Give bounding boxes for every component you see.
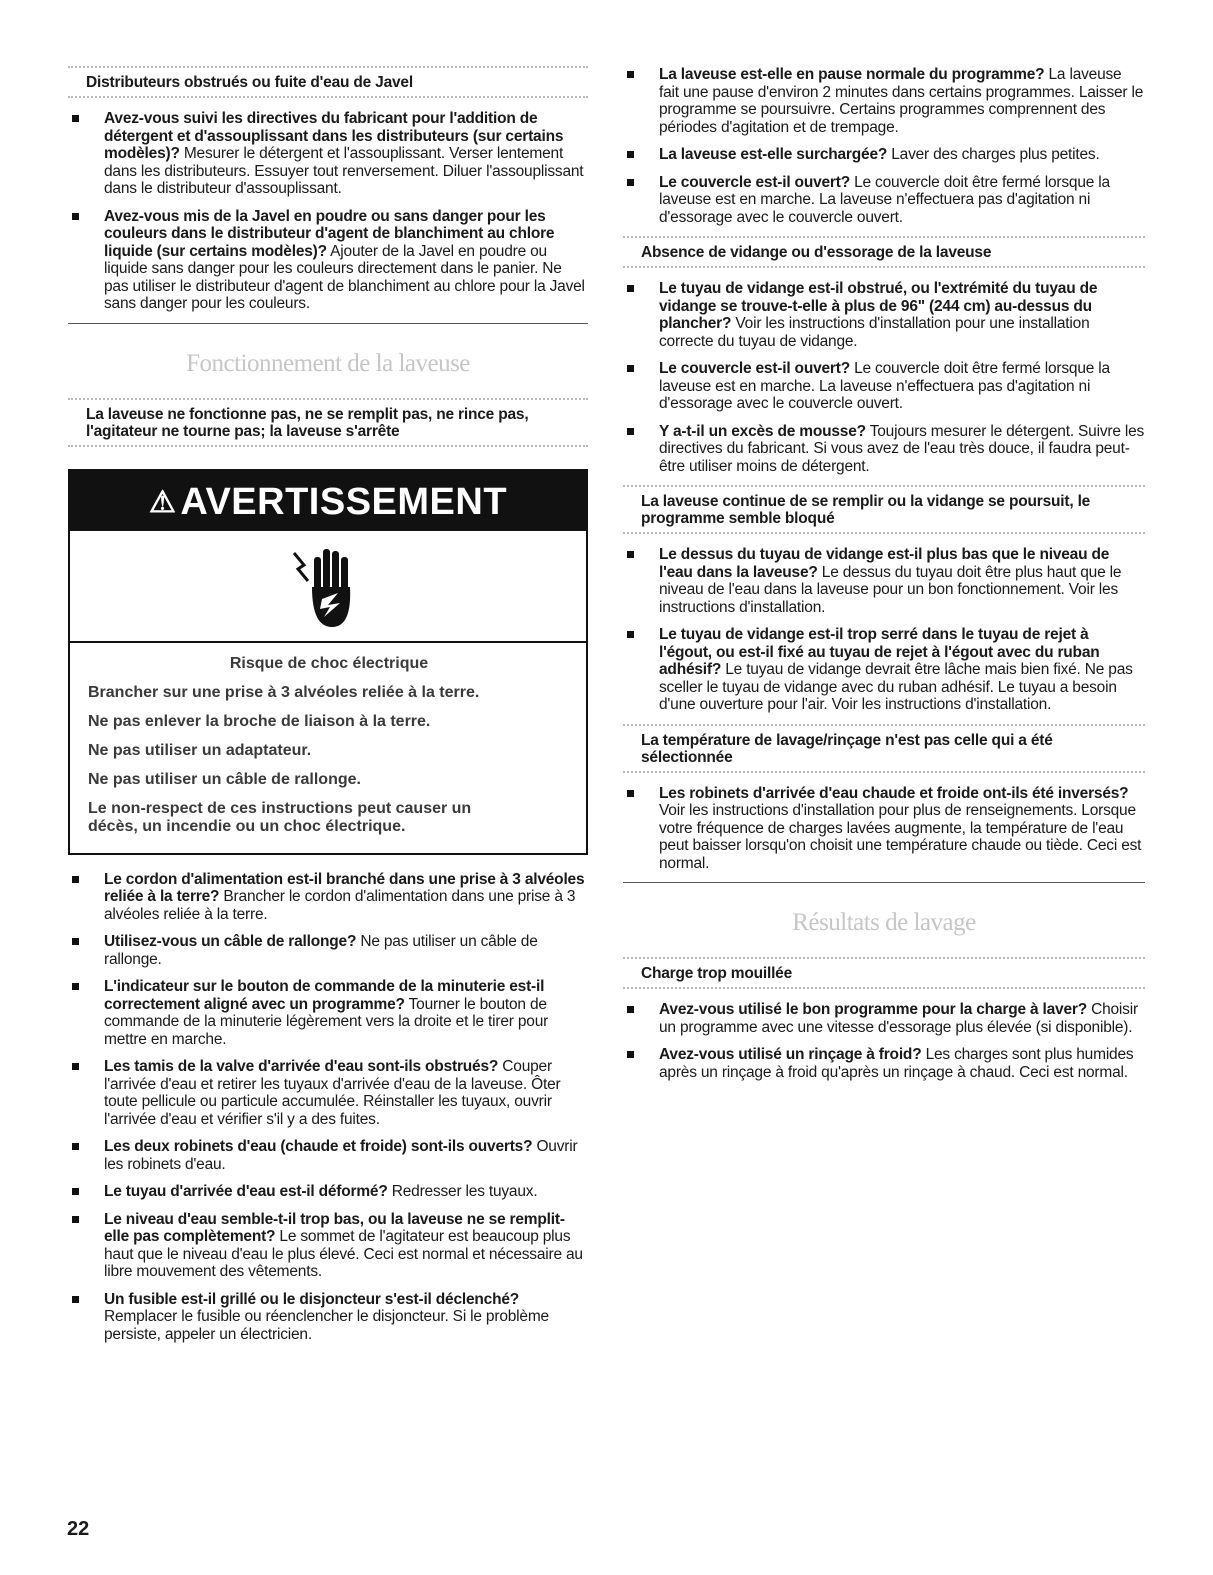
list-item: Le niveau d'eau semble-t-il trop bas, ou la laveuse ne se remplit-elle pas complètement? Le sommet de l'agitateur est beaucoup plus haut que le niveau d'eau le plus élevé. Ceci est normal et nécessaire au libre mouvement des vêtements. (68, 1211, 588, 1281)
list-item: Le tuyau de vidange est-il obstrué, ou l'extrémité du tuyau de vidange se trouve-t-elle à plus de 96" (244 cm) au-dessus du plancher? Voir les instructions d'installation pour une installation correcte du tuyau de vidange. (623, 280, 1145, 350)
list-item: Le cordon d'alimentation est-il branché dans une prise à 3 alvéoles reliée à la terre? Brancher le cordon d'alimentation dans une prise à 3 alvéoles reliée à la terre. (68, 871, 588, 924)
subhead-dispensers: Distributeurs obstrués ou fuite d'eau de Javel (68, 66, 588, 98)
list-item: Les robinets d'arrivée d'eau chaude et froide ont-ils été inversés? Voir les instructions d'installation pour plus de renseignements. Lorsque votre fréquence de charges lavées augmente, la température de l'eau peut baisser lorsqu'on choisit une température chaude ou tiède. Ceci est normal. (623, 785, 1145, 873)
list-stuck (623, 546, 1145, 714)
list-item: Le tuyau d'arrivée d'eau est-il déformé? Redresser les tuyaux. (68, 1183, 588, 1201)
electric-shock-hand-icon (292, 543, 362, 631)
warning-line: Ne pas enlever la broche de liaison à la terre. (88, 712, 431, 730)
warning-line: Risque de choc électrique (229, 654, 429, 672)
left-column (68, 66, 588, 1353)
list-item: Utilisez-vous un câble de rallonge? Ne pas utiliser un câble de rallonge. (68, 933, 588, 968)
warning-header (70, 471, 586, 531)
warning-line: Le non-respect de ces instructions peut causer un décès, un incendie ou un choc électrique. (88, 799, 472, 835)
list-item: Un fusible est-il grillé ou le disjoncteur s'est-il déclenché? Remplacer le fusible ou réenclencher le disjoncteur. Si le problème persiste, appeler un électricien. (68, 1291, 588, 1344)
list-item: La laveuse est-elle en pause normale du programme? La laveuse fait une pause d'environ 2 minutes dans certains programmes. Laisser le programme se poursuivre. Certains programmes comprennent des périodes d'agitation et de trempage. (623, 66, 1145, 136)
answer: Mesurer le détergent et l'assouplissant. Verser lentement dans les distributeurs. Essuyer tout renversement. Diluer l'assouplissant dans le distributeur d'assouplissant. (104, 145, 584, 197)
warning-triangle-icon: ⚠ (148, 485, 177, 519)
list-results (623, 1001, 1145, 1081)
warning-box (68, 469, 588, 855)
divider (68, 323, 588, 324)
list-item: Le dessus du tuyau de vidange est-il plus bas que le niveau de l'eau dans la laveuse? Le dessus du tuyau doit être plus haut que le niveau de l'eau dans la laveuse pour un bon fonctionnement. Voir les instructions d'installation. (623, 546, 1145, 616)
warning-line: Ne pas utiliser un adaptateur. (88, 741, 312, 759)
list-pause (623, 66, 1145, 226)
list-item: Les tamis de la valve d'arrivée d'eau sont-ils obstrués? Couper l'arrivée d'eau et retirer les tuyaux d'arrivée d'eau de la laveuse. Ôter toute pellicule ou particule accumulée. Réinstaller les tuyaux, ouvrir l'arrivée d'eau et vérifier s'il y a des fuites. (68, 1058, 588, 1128)
subhead-stuck: La laveuse continue de se remplir ou la vidange se poursuit, le programme semble bloqué (623, 485, 1145, 534)
list-item: Avez-vous utilisé le bon programme pour la charge à laver? Choisir un programme avec une vitesse d'essorage plus élevée (si disponible). (623, 1001, 1145, 1036)
subhead-drain: Absence de vidange ou d'essorage de la laveuse (623, 236, 1145, 268)
list-item: Les deux robinets d'eau (chaude et froide) sont-ils ouverts? Ouvrir les robinets d'eau. (68, 1138, 588, 1173)
divider (623, 882, 1145, 883)
warning-line: Ne pas utiliser un câble de rallonge. (88, 770, 361, 788)
subhead-operation: La laveuse ne fonctionne pas, ne se remplit pas, ne rince pas, l'agitateur ne tourne pas; la laveuse s'arrête (68, 398, 588, 447)
subhead-temperature: La température de lavage/rinçage n'est pas celle qui a été sélectionnée (623, 724, 1145, 773)
subhead-results: Charge trop mouillée (623, 957, 1145, 989)
page-number: 22 (67, 1518, 90, 1540)
list-dispensers (68, 110, 588, 313)
question: Avez-vous mis de la Javel en poudre ou sans danger pour les couleurs dans le distributeur d'agent de blanchiment au chlore liquide (sur certains modèles)? (104, 207, 555, 260)
list-drain (623, 280, 1145, 475)
list-item: L'indicateur sur le bouton de commande de la minuterie est-il correctement aligné avec un programme? Tourner le bouton de commande de la minuterie légèrement vers la droite et le tirer pour mettre en marche. (68, 978, 588, 1048)
warning-title: AVERTISSEMENT (180, 480, 508, 523)
list-item: Le tuyau de vidange est-il trop serré dans le tuyau de rejet à l'égout, ou est-il fixé au tuyau de rejet à l'égout avec du ruban adhésif? Le tuyau de vidange devrait être lâche mais bien fixé. Ne pas sceller le tuyau de vidange avec du ruban adhésif. Le tuyau a besoin d'une ouverture pour l'air. Voir les instructions d'installation. (623, 626, 1145, 714)
answer: Ajouter de la Javel en poudre ou liquide sans danger pour les couleurs directement dans le panier. Ne pas utiliser le distributeur d'agent de blanchiment au chlore pour la Javel sans danger pour les couleurs. (104, 242, 585, 312)
warning-line: Brancher sur une prise à 3 alvéoles reliée à la terre. (88, 683, 480, 701)
list-item: Y a-t-il un excès de mousse? Toujours mesurer le détergent. Suivre les directives du fabricant. Si vous avez de l'eau très douce, il faudra peut-être utiliser moins de détergent. (623, 423, 1145, 476)
list-item: Le couvercle est-il ouvert? Le couvercle doit être fermé lorsque la laveuse est en marche. La laveuse n'effectuera pas d'agitation ni d'essorage avec le couvercle ouvert. (623, 174, 1145, 227)
list-item: Avez-vous utilisé un rinçage à froid? Les charges sont plus humides après un rinçage à froid qu'après un rinçage à chaud. Ceci est normal. (623, 1046, 1145, 1081)
question: Avez-vous suivi les directives du fabricant pour l'addition de détergent et d'assouplissant dans les distributeurs (sur certains modèles)? (104, 110, 564, 162)
list-item: Le couvercle est-il ouvert? Le couvercle doit être fermé lorsque la laveuse est en marche. La laveuse n'effectuera pas d'agitation ni d'essorage avec le couvercle ouvert. (623, 360, 1145, 413)
list-operation (68, 871, 588, 1344)
list-item (68, 110, 588, 198)
section-title-operation: Fonctionnement de la laveuse (186, 349, 470, 377)
section-title-results: Résultats de lavage (792, 909, 976, 936)
list-item (68, 208, 588, 313)
list-item: La laveuse est-elle surchargée? Laver des charges plus petites. (623, 146, 1145, 164)
list-temperature (623, 785, 1145, 873)
right-column (623, 66, 1145, 1091)
